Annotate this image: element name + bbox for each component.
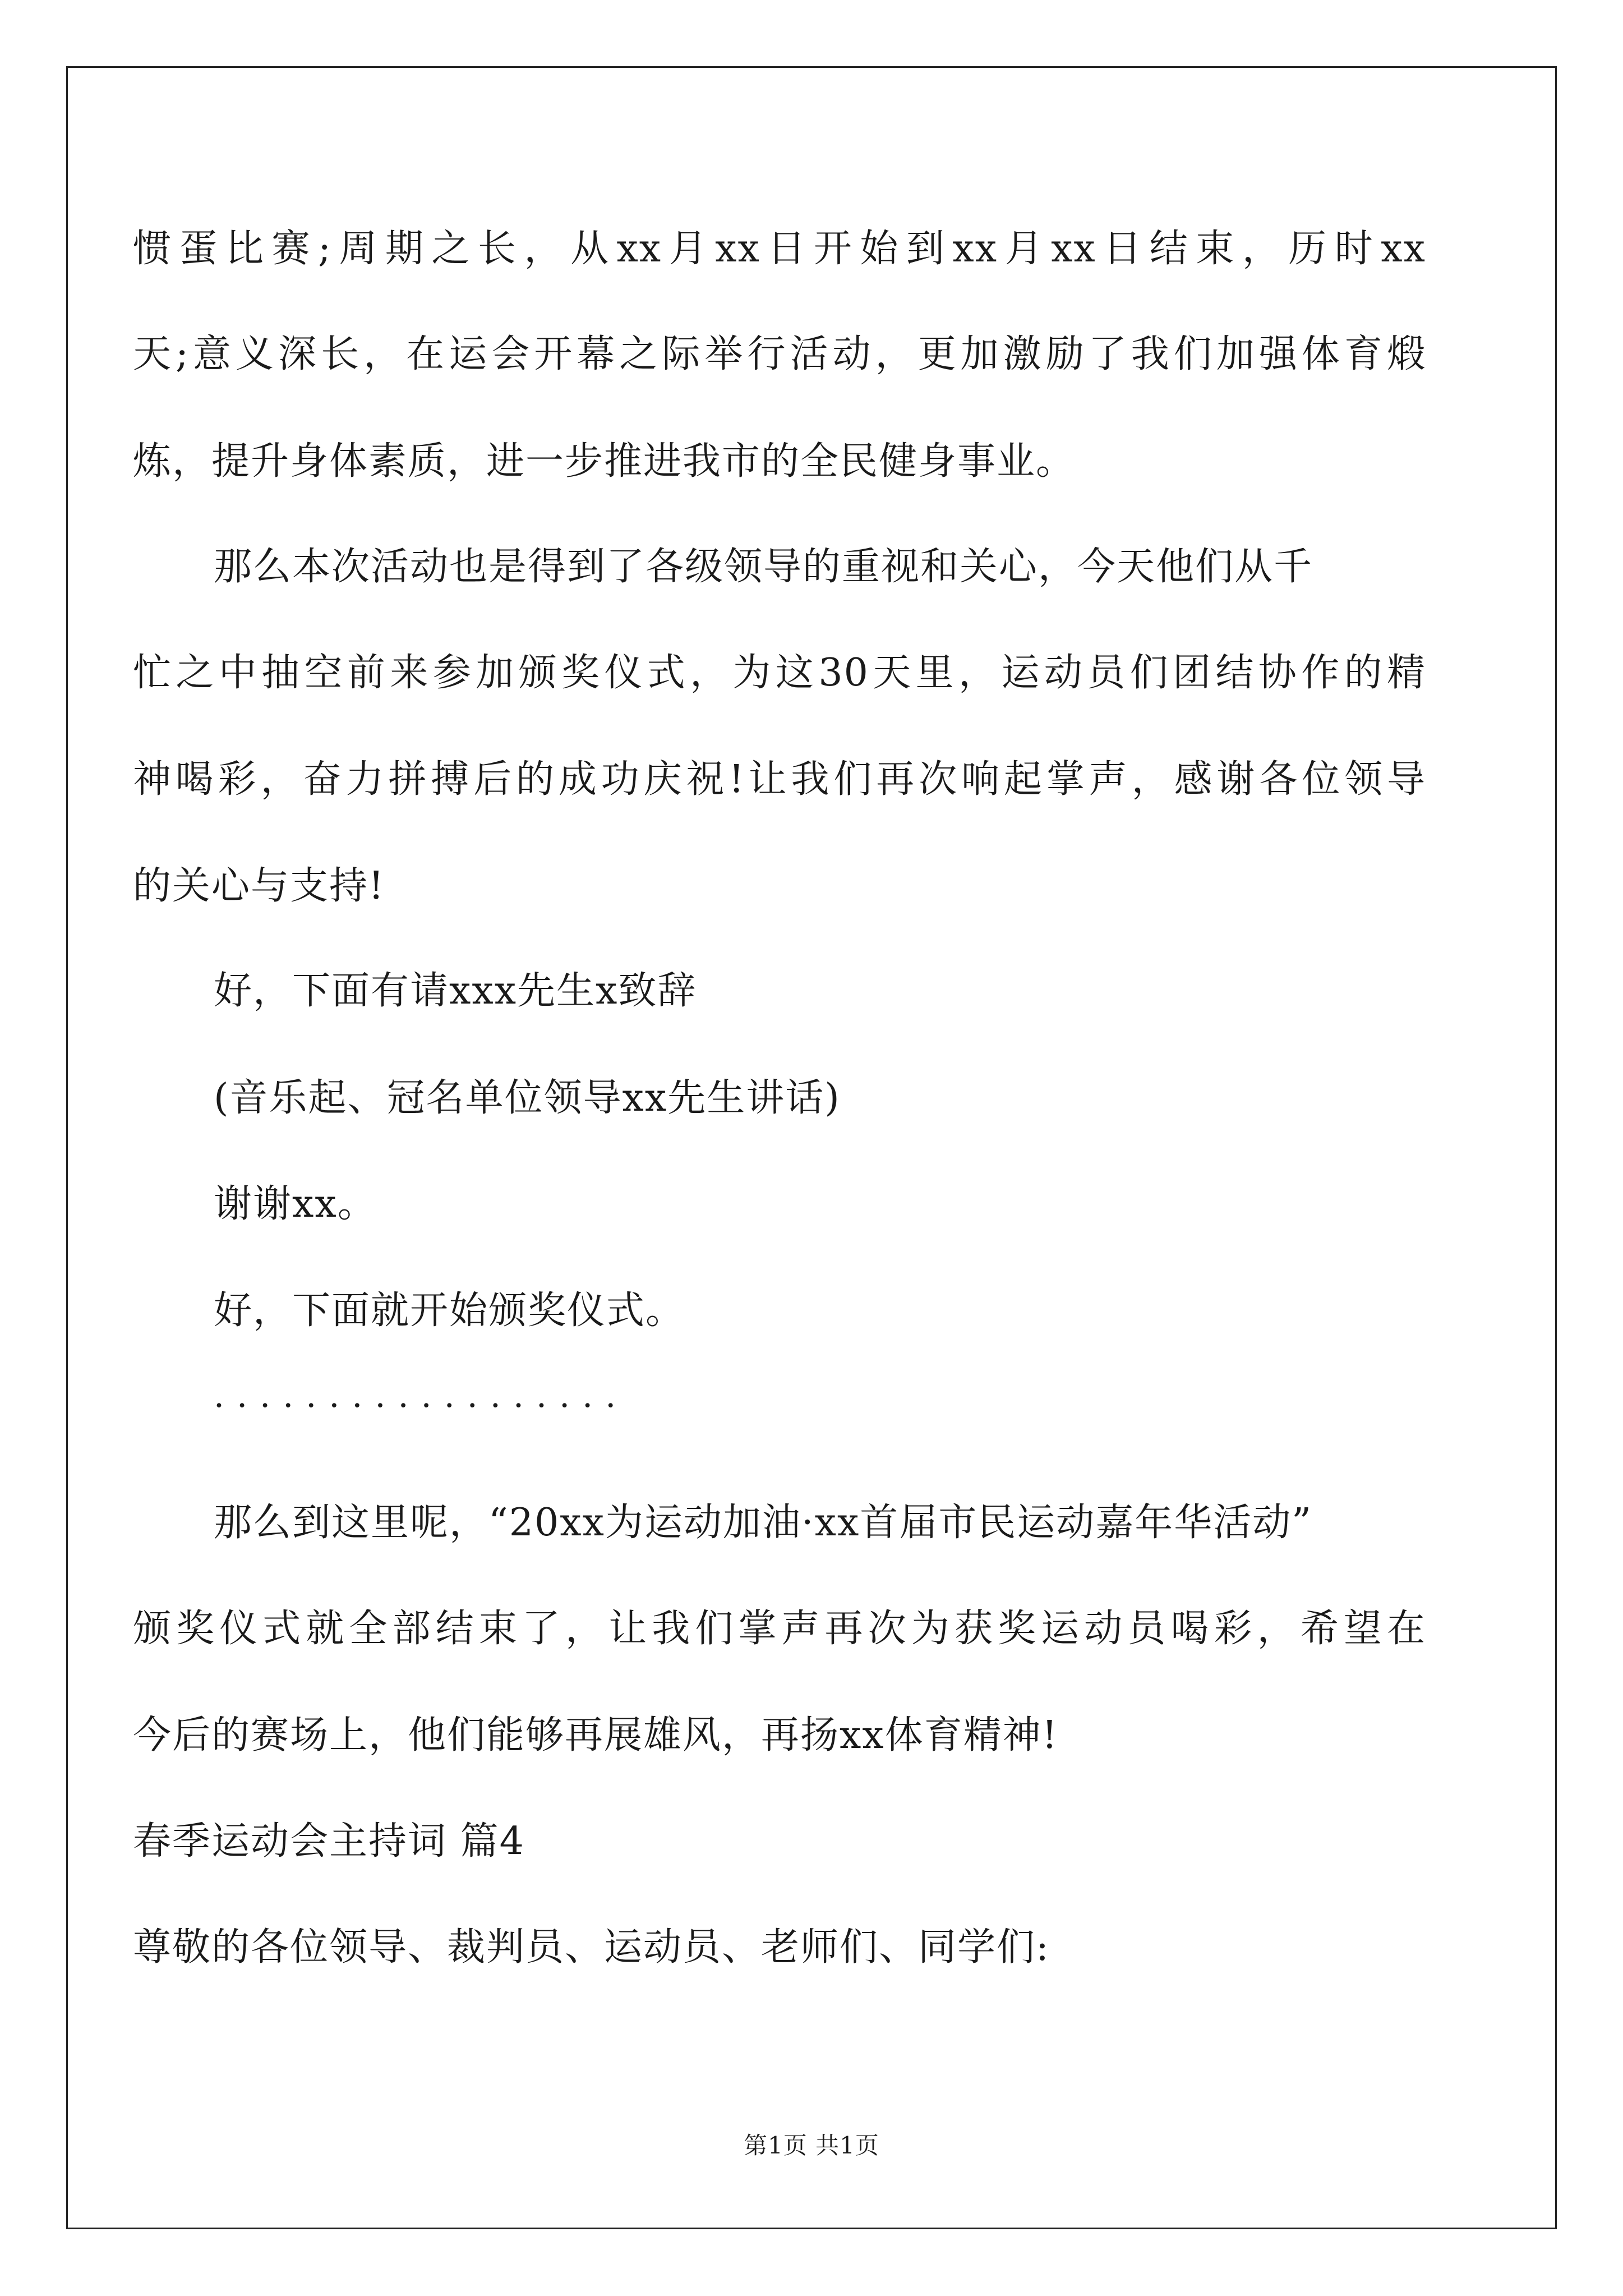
paragraph-closing-line-1: 那么到这里呢，“20xx为运动加油·xx首届市民运动嘉年华活动” (214, 1501, 1313, 1545)
thanks-line: 谢谢xx。 (214, 1182, 377, 1226)
paragraph-closing-line-3: 今后的赛场上，他们能够再展雄风，再扬xx体育精神! (133, 1713, 1059, 1757)
salutation-line: 尊敬的各位领导、裁判员、运动员、老师们、同学们: (133, 1925, 1050, 1970)
paragraph-2-line-3: 神喝彩，奋力拼搏后的成功庆祝!让我们再次响起掌声，感谢各位领导 (133, 757, 1426, 802)
paragraph-1-line-3: 炼，提升身体素质，进一步推进我市的全民健身事业。 (133, 439, 1076, 484)
page-number-footer: 第1页 共1页 (744, 2132, 879, 2159)
paragraph-2-line-1: 那么本次活动也是得到了各级领导的重视和关心，今天他们从千 (214, 545, 1313, 589)
ellipsis-separator: ·················· (214, 1386, 629, 1425)
paragraph-2-line-4: 的关心与支持! (133, 864, 385, 908)
paragraph-1-line-1: 惯蛋比赛;周期之长，从xx月xx日开始到xx月xx日结束，历时xx (133, 227, 1426, 271)
section-heading: 春季运动会主持词 篇4 (133, 1819, 525, 1864)
page-border (66, 66, 1557, 2229)
paragraph-1-line-2: 天;意义深长，在运会开幕之际举行活动，更加激励了我们加强体育煅 (133, 332, 1426, 376)
stage-direction-line: (音乐起、冠名单位领导xx先生讲话) (214, 1076, 841, 1120)
award-ceremony-line: 好，下面就开始颁奖仪式。 (214, 1289, 685, 1333)
paragraph-closing-line-2: 颁奖仪式就全部结束了，让我们掌声再次为获奖运动员喝彩，希望在 (133, 1607, 1426, 1651)
paragraph-2-line-2: 忙之中抽空前来参加颁奖仪式，为这30天里，运动员们团结协作的精 (133, 651, 1426, 695)
speaker-intro-line: 好，下面有请xxx先生x致辞 (214, 969, 697, 1013)
